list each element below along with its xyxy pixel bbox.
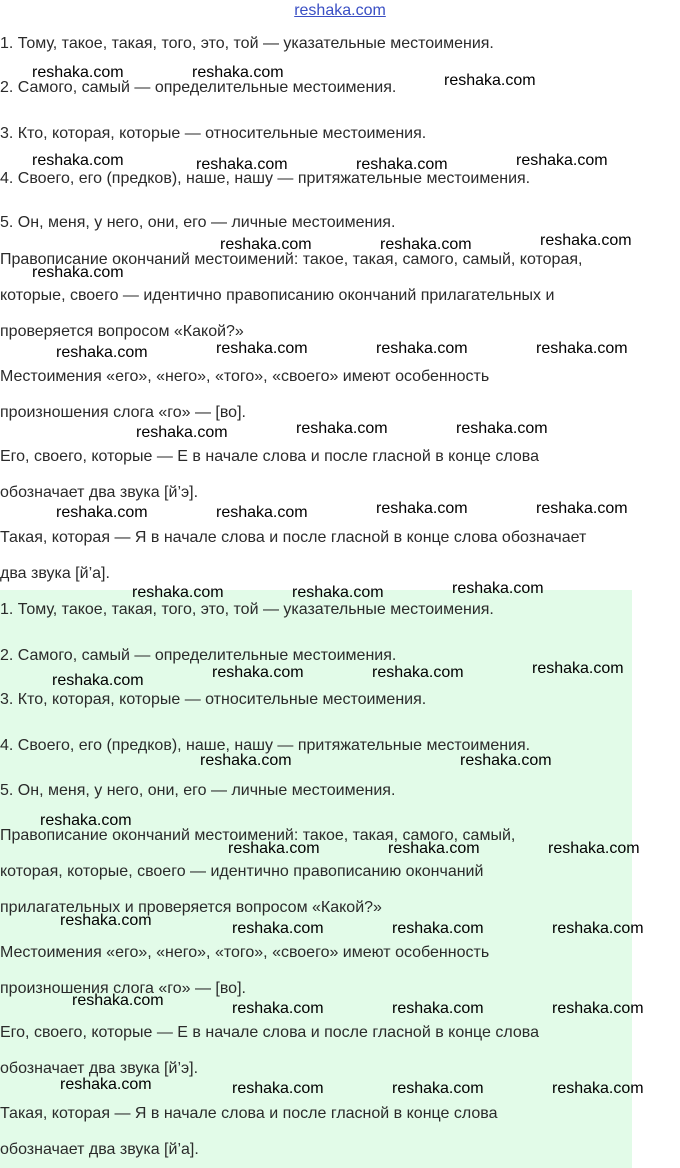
watermark: reshaka.com xyxy=(212,664,304,681)
paragraph-line: Местоимения «его», «него», «того», «своего» имеют особенность xyxy=(0,944,490,961)
watermark: reshaka.com xyxy=(200,752,292,769)
watermark: reshaka.com xyxy=(532,660,624,677)
watermark: reshaka.com xyxy=(460,752,552,769)
paragraph-line: обозначает два звука [й’э]. xyxy=(0,1060,199,1077)
watermark: reshaka.com xyxy=(372,664,464,681)
watermark: reshaka.com xyxy=(292,584,384,601)
list-item: 5. Он, меня, у него, они, его — личные местоимения. xyxy=(0,782,396,799)
paragraph-line: Правописание окончаний местоимений: такое, такая, самого, самый, которая, xyxy=(0,251,583,268)
watermark: reshaka.com xyxy=(196,156,288,173)
watermark: reshaka.com xyxy=(516,152,608,169)
list-item: 3. Кто, которая, которые — относительные местоимения. xyxy=(0,691,427,708)
watermark: reshaka.com xyxy=(32,264,124,281)
watermark: reshaka.com xyxy=(60,1076,152,1093)
watermark: reshaka.com xyxy=(376,500,468,517)
paragraph-line: произношения слога «го» — [во]. xyxy=(0,980,246,997)
list-item: 4. Своего, его (предков), наше, нашу — притяжательные местоимения. xyxy=(0,170,531,187)
site-link[interactable]: reshaka.com xyxy=(294,2,386,19)
watermark: reshaka.com xyxy=(216,340,308,357)
paragraph-line: прилагательных и проверяется вопросом «Какой?» xyxy=(0,899,382,916)
watermark: reshaka.com xyxy=(216,504,308,521)
list-item: 2. Самого, самый — определительные местоимения. xyxy=(0,79,397,96)
watermark: reshaka.com xyxy=(232,1000,324,1017)
list-item: 1. Тому, такое, такая, того, это, той — указательные местоимения. xyxy=(0,601,494,618)
watermark: reshaka.com xyxy=(220,236,312,253)
watermark: reshaka.com xyxy=(552,920,644,937)
watermark: reshaka.com xyxy=(56,504,148,521)
watermark: reshaka.com xyxy=(456,420,548,437)
watermark: reshaka.com xyxy=(232,1080,324,1097)
watermark: reshaka.com xyxy=(552,1000,644,1017)
watermark: reshaka.com xyxy=(392,1000,484,1017)
watermark: reshaka.com xyxy=(380,236,472,253)
paragraph-line: Его, своего, которые — Е в начале слова и после гласной в конце слова xyxy=(0,1024,540,1041)
paragraph-line: обозначает два звука [й’э]. xyxy=(0,484,199,501)
watermark: reshaka.com xyxy=(52,672,144,689)
watermark: reshaka.com xyxy=(536,340,628,357)
watermark: reshaka.com xyxy=(232,920,324,937)
watermark: reshaka.com xyxy=(40,812,132,829)
paragraph-line: Такая, которая — Я в начале слова и после гласной в конце слова xyxy=(0,1105,498,1122)
paragraph-line: Его, своего, которые — Е в начале слова и после гласной в конце слова xyxy=(0,448,540,465)
watermark: reshaka.com xyxy=(32,152,124,169)
paragraph-line: которые, своего — идентично правописанию окончаний прилагательных и xyxy=(0,287,555,304)
watermark: reshaka.com xyxy=(540,232,632,249)
watermark: reshaka.com xyxy=(444,72,536,89)
watermark: reshaka.com xyxy=(72,992,164,1009)
paragraph-line: Местоимения «его», «него», «того», «своего» имеют особенность xyxy=(0,368,490,385)
watermark: reshaka.com xyxy=(32,64,124,81)
watermark: reshaka.com xyxy=(296,420,388,437)
watermark: reshaka.com xyxy=(388,840,480,857)
watermark: reshaka.com xyxy=(356,156,448,173)
watermark: reshaka.com xyxy=(548,840,640,857)
watermark: reshaka.com xyxy=(452,580,544,597)
watermark: reshaka.com xyxy=(392,1080,484,1097)
paragraph-line: проверяется вопросом «Какой?» xyxy=(0,323,244,340)
paragraph-line: обозначает два звука [й’а]. xyxy=(0,1141,199,1158)
list-item: 2. Самого, самый — определительные местоимения. xyxy=(0,647,397,664)
watermark: reshaka.com xyxy=(60,912,152,929)
paragraph-line: Правописание окончаний местоимений: такое, такая, самого, самый, xyxy=(0,827,516,844)
watermark: reshaka.com xyxy=(552,1080,644,1097)
paragraph-line: Такая, которая — Я в начале слова и после гласной в конце слова обозначает xyxy=(0,529,587,546)
list-item: 3. Кто, которая, которые — относительные местоимения. xyxy=(0,125,427,142)
watermark: reshaka.com xyxy=(228,840,320,857)
watermark: reshaka.com xyxy=(192,64,284,81)
list-item: 5. Он, меня, у него, они, его — личные местоимения. xyxy=(0,214,396,231)
watermark: reshaka.com xyxy=(536,500,628,517)
watermark: reshaka.com xyxy=(392,920,484,937)
paragraph-line: два звука [й’а]. xyxy=(0,565,110,582)
watermark: reshaka.com xyxy=(136,424,228,441)
watermark: reshaka.com xyxy=(132,584,224,601)
list-item: 1. Тому, такое, такая, того, это, той — указательные местоимения. xyxy=(0,35,494,52)
watermark: reshaka.com xyxy=(376,340,468,357)
paragraph-line: которая, которые, своего — идентично правописанию окончаний xyxy=(0,863,484,880)
list-item: 4. Своего, его (предков), наше, нашу — притяжательные местоимения. xyxy=(0,737,531,754)
watermark: reshaka.com xyxy=(56,344,148,361)
paragraph-line: произношения слога «го» — [во]. xyxy=(0,404,246,421)
